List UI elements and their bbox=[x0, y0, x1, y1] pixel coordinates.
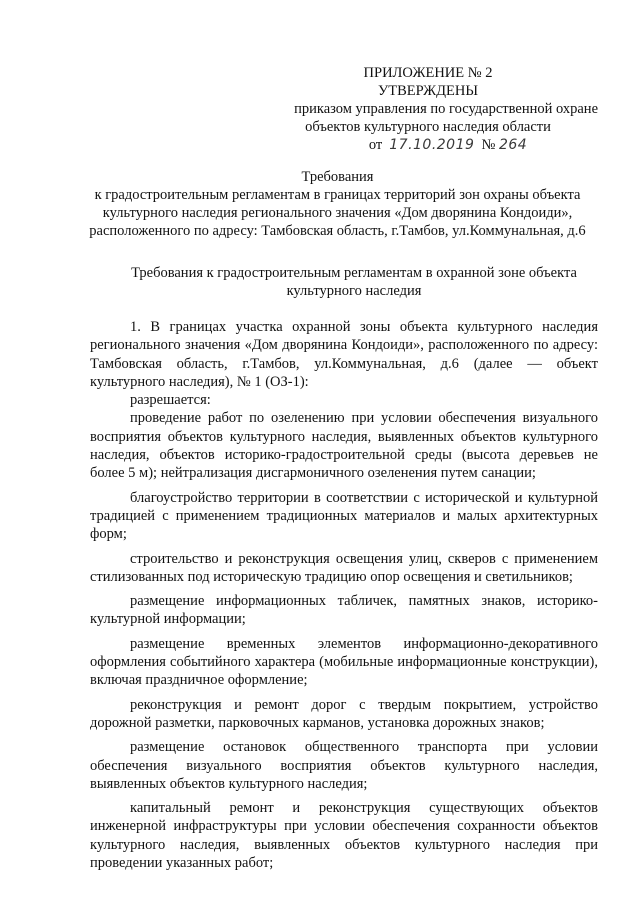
date-prefix: от bbox=[368, 137, 383, 153]
paragraph: проведение работ по озеленению при условии обеспечения визуального восприятия объектов культурного наследия, выявленных объектов культурного наследия, объектов историко-градостроительной среды (высота деревьев не более 5 м); нейтрализация дисгармоничного озеленения путем санации; bbox=[90, 410, 598, 482]
paragraph: размещение информационных табличек, памятных знаков, историко-культурной информации; bbox=[90, 593, 598, 628]
title-text: к градостроительным регламентам в границах территорий зон охраны объекта культурного наследия регионального значения «Дом дворянина Кондоиди», расположенного по адресу: Тамбовская область, г.Тамбов, ул.Коммунальная, д.6 bbox=[89, 187, 586, 239]
order-line-1: приказом управления по государственной охране bbox=[294, 101, 598, 117]
number-prefix: № bbox=[481, 137, 496, 153]
paragraph: строительство и реконструкция освещения улиц, скверов с применением стилизованных под историческую традицию опор освещения и светильников; bbox=[90, 550, 598, 585]
appendix-number: ПРИЛОЖЕНИЕ № 2 bbox=[363, 65, 493, 81]
section-subtitle: Требования к градостроительным регламентам в охранной зоне объекта культурного наследия bbox=[131, 265, 577, 299]
handwritten-date: 17.10.2019 bbox=[389, 137, 475, 153]
paragraph: благоустройство территории в соответствии с исторической и культурной традицией с применением традиционных материалов и малых архитектурных форм; bbox=[90, 489, 598, 543]
paragraph: реконструкция и ремонт дорог с твердым покрытием, устройство дорожной разметки, парковочных карманов, установка дорожных знаков; bbox=[90, 696, 598, 731]
order-line-2: объектов культурного наследия области bbox=[305, 119, 551, 135]
paragraph: размещение остановок общественного транспорта при условии обеспечения визуального восприятия объектов культурного наследия, выявленных объектов культурного наследия; bbox=[90, 739, 598, 792]
handwritten-number: 264 bbox=[498, 137, 528, 153]
paragraph: размещение временных элементов информационно-декоративного оформления событийного характера (мобильные информационные конструкции), включая праздничное оформление; bbox=[90, 635, 598, 689]
document-title bbox=[80, 168, 595, 240]
paragraph: разрешается: bbox=[130, 392, 211, 409]
approved-label: УТВЕРЖДЕНЫ bbox=[377, 83, 479, 99]
document-body bbox=[90, 312, 598, 872]
paragraph: 1. В границах участка охранной зоны объекта культурного наследия регионального значения «Дом дворянина Кондоиди», расположенного по адресу: Тамбовская область, г.Тамбов, ул.Коммунальная, д.6 (далее — объект культурного наследия), № 1 (ОЗ-1): bbox=[90, 319, 598, 390]
paragraph: капитальный ремонт и реконструкция существующих объектов инженерной инфраструктуры при условии обеспечения сохранности объектов культурного наследия, выявленных объектов культурного наследия при проведении указанных работ; bbox=[90, 800, 598, 872]
title-heading: Требования bbox=[301, 169, 374, 185]
appendix-header bbox=[258, 64, 598, 154]
order-date-line bbox=[258, 136, 598, 154]
